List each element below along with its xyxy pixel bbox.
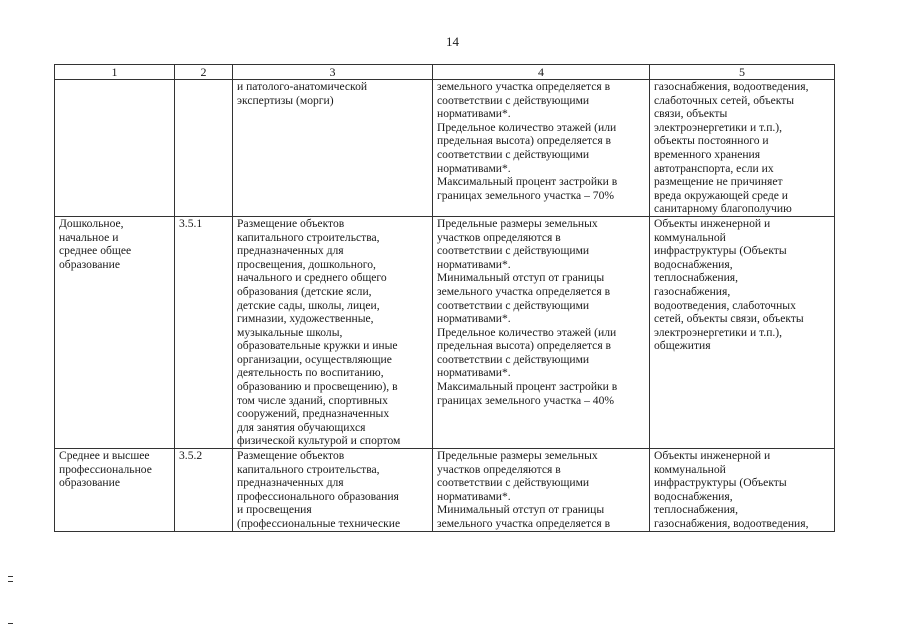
cell-line: участков определяются в <box>437 230 561 244</box>
cell-line: предельная высота) определяется в <box>437 134 612 148</box>
cell-line: электроэнергетики и т.п.), <box>654 120 783 134</box>
cell-line: и просвещения <box>237 503 312 517</box>
cell-auxiliary-uses <box>650 216 835 448</box>
cell-parameters <box>433 80 650 217</box>
binding-mark <box>8 576 13 577</box>
cell-line: профессионального образования <box>237 489 399 503</box>
cell-description <box>233 80 433 217</box>
cell-line: предназначенных для <box>237 244 344 258</box>
binding-mark <box>8 581 13 582</box>
cell-code <box>175 449 233 532</box>
cell-line: Предельные размеры земельных <box>437 449 598 463</box>
header-cell-5: 5 <box>650 65 835 80</box>
cell-line: соответствии с действующими <box>437 298 590 312</box>
cell-use-type <box>55 216 175 448</box>
cell-line: участков определяются в <box>437 462 561 476</box>
cell-line: размещение не причиняет <box>654 175 783 189</box>
cell-description <box>233 216 433 448</box>
cell-line: автотранспорта, если их <box>654 161 774 175</box>
cell-use-type <box>55 449 175 532</box>
cell-line: 3.5.1 <box>179 216 203 230</box>
cell-line: Объекты инженерной и <box>654 216 771 230</box>
cell-line: земельного участка определяется в <box>437 517 611 530</box>
cell-line: Объекты инженерной и <box>654 449 771 463</box>
cell-line: образование <box>59 257 120 271</box>
cell-line: теплоснабжения, <box>654 503 739 517</box>
cell-line: соответствии с действующими <box>437 476 590 490</box>
cell-line: Предельное количество этажей (или <box>437 325 617 339</box>
cell-line: организации, осуществляющие <box>237 352 392 366</box>
cell-line: Минимальный отступ от границы <box>437 271 605 285</box>
cell-line: нормативами*. <box>437 312 511 326</box>
cell-line: соответствии с действующими <box>437 147 590 161</box>
table-row <box>55 449 835 532</box>
cell-line: нормативами*. <box>437 489 511 503</box>
cell-line: Предельные размеры земельных <box>437 216 598 230</box>
cell-line: и патолого-анатомической <box>237 80 368 93</box>
cell-line: (профессиональные технические <box>237 517 401 530</box>
cell-line: капитального строительства, <box>237 230 380 244</box>
cell-line: предназначенных для <box>237 476 344 490</box>
cell-line: музыкальные школы, <box>237 325 343 339</box>
cell-line: физической культурой и спортом <box>237 434 401 448</box>
cell-line: Среднее и высшее <box>59 449 150 463</box>
binding-mark <box>8 623 13 624</box>
cell-line: Предельное количество этажей (или <box>437 120 617 134</box>
cell-line: нормативами*. <box>437 107 511 121</box>
cell-line: нормативами*. <box>437 257 511 271</box>
page-number: 14 <box>446 34 459 49</box>
cell-line: газоснабжения, водоотведения, <box>654 80 809 93</box>
cell-line: земельного участка определяется в <box>437 80 611 93</box>
cell-parameters <box>433 216 650 448</box>
cell-line: санитарному благополучию <box>654 202 792 216</box>
table-row <box>55 216 835 448</box>
cell-line: инфраструктуры (Объекты <box>654 244 787 258</box>
cell-line: соответствии с действующими <box>437 352 590 366</box>
header-cell-2: 2 <box>175 65 233 80</box>
cell-line: водоотведения, слаботочных <box>654 298 796 312</box>
cell-line: просвещения, дошкольного, <box>237 257 376 271</box>
header-row <box>55 65 835 80</box>
cell-line: для занятия обучающихся <box>237 420 366 434</box>
cell-line: соответствии с действующими <box>437 244 590 258</box>
cell-line: нормативами*. <box>437 161 511 175</box>
cell-line: земельного участка определяется в <box>437 284 611 298</box>
cell-line: детские сады, школы, лицеи, <box>237 298 380 312</box>
cell-line: водоснабжения, <box>654 489 733 503</box>
cell-line: образования (детские ясли, <box>237 284 372 298</box>
cell-line: Размещение объектов <box>237 216 345 230</box>
cell-line: вреда окружающей среде и <box>654 188 789 202</box>
header-cell-1: 1 <box>55 65 175 80</box>
cell-line: слаботочных сетей, объекты <box>654 93 795 107</box>
cell-line: начальное и <box>59 230 119 244</box>
cell-use-type <box>55 80 175 217</box>
cell-line: связи, объекты <box>654 107 728 121</box>
cell-line: начального и среднего общего <box>237 271 387 285</box>
cell-line: газоснабжения, водоотведения, <box>654 517 809 530</box>
cell-line: образованию и просвещению), в <box>237 380 398 394</box>
cell-line: среднее общее <box>59 244 132 258</box>
cell-line: теплоснабжения, <box>654 271 739 285</box>
cell-line: газоснабжения, <box>654 284 731 298</box>
cell-line: Дошкольное, <box>59 216 124 230</box>
cell-line: деятельность по воспитанию, <box>237 366 384 380</box>
cell-line: Максимальный процент застройки в <box>437 380 618 394</box>
cell-auxiliary-uses <box>650 449 835 532</box>
cell-line: водоснабжения, <box>654 257 733 271</box>
cell-line: коммунальной <box>654 462 726 476</box>
cell-line: нормативами*. <box>437 366 511 380</box>
cell-line: 3.5.2 <box>179 449 203 463</box>
header-cell-4: 4 <box>433 65 650 80</box>
zoning-table <box>54 64 835 532</box>
cell-line: инфраструктуры (Объекты <box>654 476 787 490</box>
cell-line: соответствии с действующими <box>437 93 590 107</box>
header-cell-3: 3 <box>233 65 433 80</box>
cell-line: экспертизы (морги) <box>237 93 334 107</box>
cell-code <box>175 80 233 217</box>
cell-line: электроэнергетики и т.п.), <box>654 325 783 339</box>
cell-line: коммунальной <box>654 230 726 244</box>
cell-line: том числе зданий, спортивных <box>237 393 388 407</box>
cell-auxiliary-uses <box>650 80 835 217</box>
cell-line: сетей, объекты связи, объекты <box>654 312 804 326</box>
cell-line: объекты постоянного и <box>654 134 769 148</box>
cell-line: профессиональное <box>59 462 152 476</box>
cell-line: границах земельного участка – 70% <box>437 188 615 202</box>
cell-line: сооружений, предназначенных <box>237 407 390 421</box>
cell-line: капитального строительства, <box>237 462 380 476</box>
cell-line: общежития <box>654 339 711 353</box>
cell-parameters <box>433 449 650 532</box>
cell-line: Максимальный процент застройки в <box>437 175 618 189</box>
cell-line: гимназии, художественные, <box>237 312 374 326</box>
cell-line: границах земельного участка – 40% <box>437 393 615 407</box>
cell-line: образование <box>59 476 120 490</box>
cell-line: Минимальный отступ от границы <box>437 503 605 517</box>
cell-code <box>175 216 233 448</box>
cell-line: предельная высота) определяется в <box>437 339 612 353</box>
cell-line: временного хранения <box>654 147 761 161</box>
cell-line: Размещение объектов <box>237 449 345 463</box>
table-row <box>55 80 835 217</box>
cell-line: образовательные кружки и иные <box>237 339 398 353</box>
cell-description <box>233 449 433 532</box>
